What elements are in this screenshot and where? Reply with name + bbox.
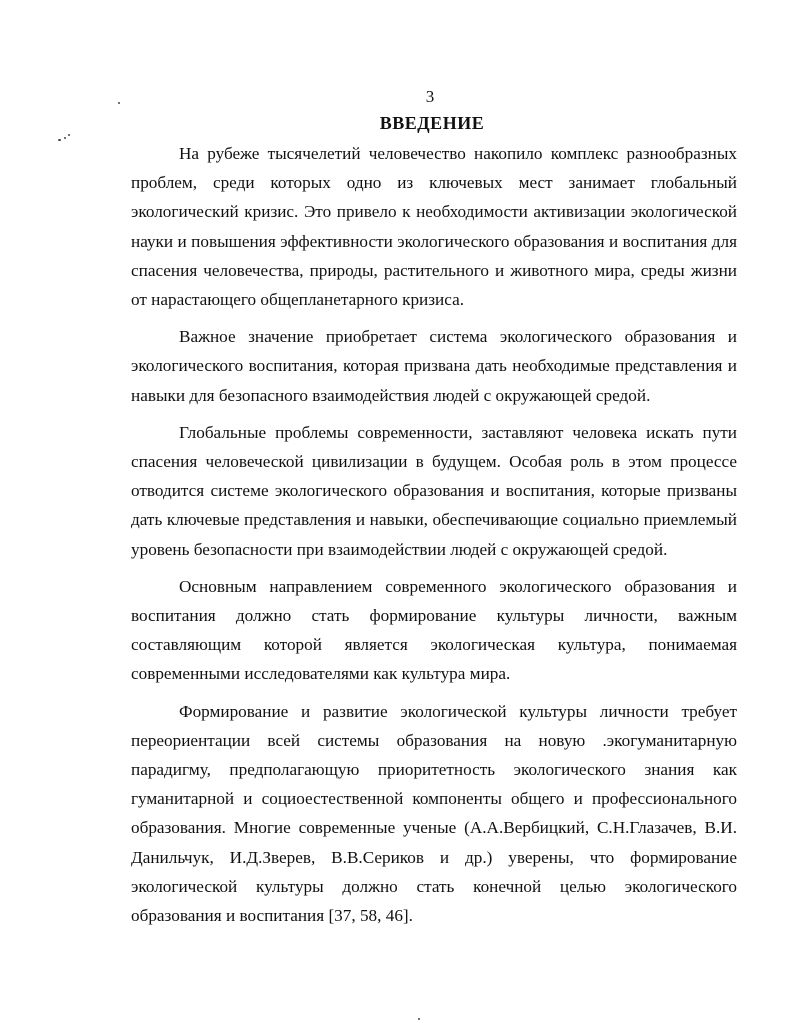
paragraph: На рубеже тысячелетий человечество накопило комплекс разнообразных проблем, среди которых одно из ключевых мест занимает глобальный экологический кризис. Это привело к необходимости активизации экологической науки и повышения эффективности экологического образования и воспитания для спасения человечества, природы, растительного и животного мира, среды жизни от нарастающего общепланетарного кризиса.	[131, 144, 737, 310]
page-number: 3	[425, 87, 435, 106]
scan-speck	[58, 139, 61, 141]
scan-speck	[418, 1018, 420, 1020]
paragraph: Глобальные проблемы современности, заставляют человека искать пути спасения человеческой цивилизации в будущем. Особая роль в этом процессе отводится системе экологического образования и воспитания, которые призваны дать ключевые представления и навыки, обеспечивающие социально приемлемый уровень безопасности при взаимодействии людей с окружающей средой.	[131, 422, 737, 559]
body-text	[131, 139, 737, 930]
scan-speck	[64, 137, 66, 139]
paragraph: Формирование и развитие экологической культуры личности требует переориентации всей системы образования на новую .экогуманитарную парадигму, предполагающую приоритетность экологического знания как гуманитарной и социоестественной компоненты общего и профессионального образования. Многие современные ученые (А.А.Вербицкий, С.Н.Глазачев, В.И. Данильчук, И.Д.Зверев, В.В.Сериков и др.) уверены, что формирование экологической культуры должно стать конечной целью экологического образования и воспитания [37, 58, 46].	[131, 701, 737, 926]
paragraph: Важное значение приобретает система экологического образования и экологического воспитания, которая призвана дать необходимые представления и навыки для безопасного взаимодействия людей с окружающей средой.	[131, 327, 737, 405]
page-title: ВВЕДЕНИЕ	[379, 113, 485, 133]
paragraph: Основным направлением современного экологического образования и воспитания должно стать формирование культуры личности, важным составляющим которой является экологическая культура, понимаемая современными исследователями как культура мира.	[131, 576, 737, 684]
scan-speck	[68, 134, 70, 136]
